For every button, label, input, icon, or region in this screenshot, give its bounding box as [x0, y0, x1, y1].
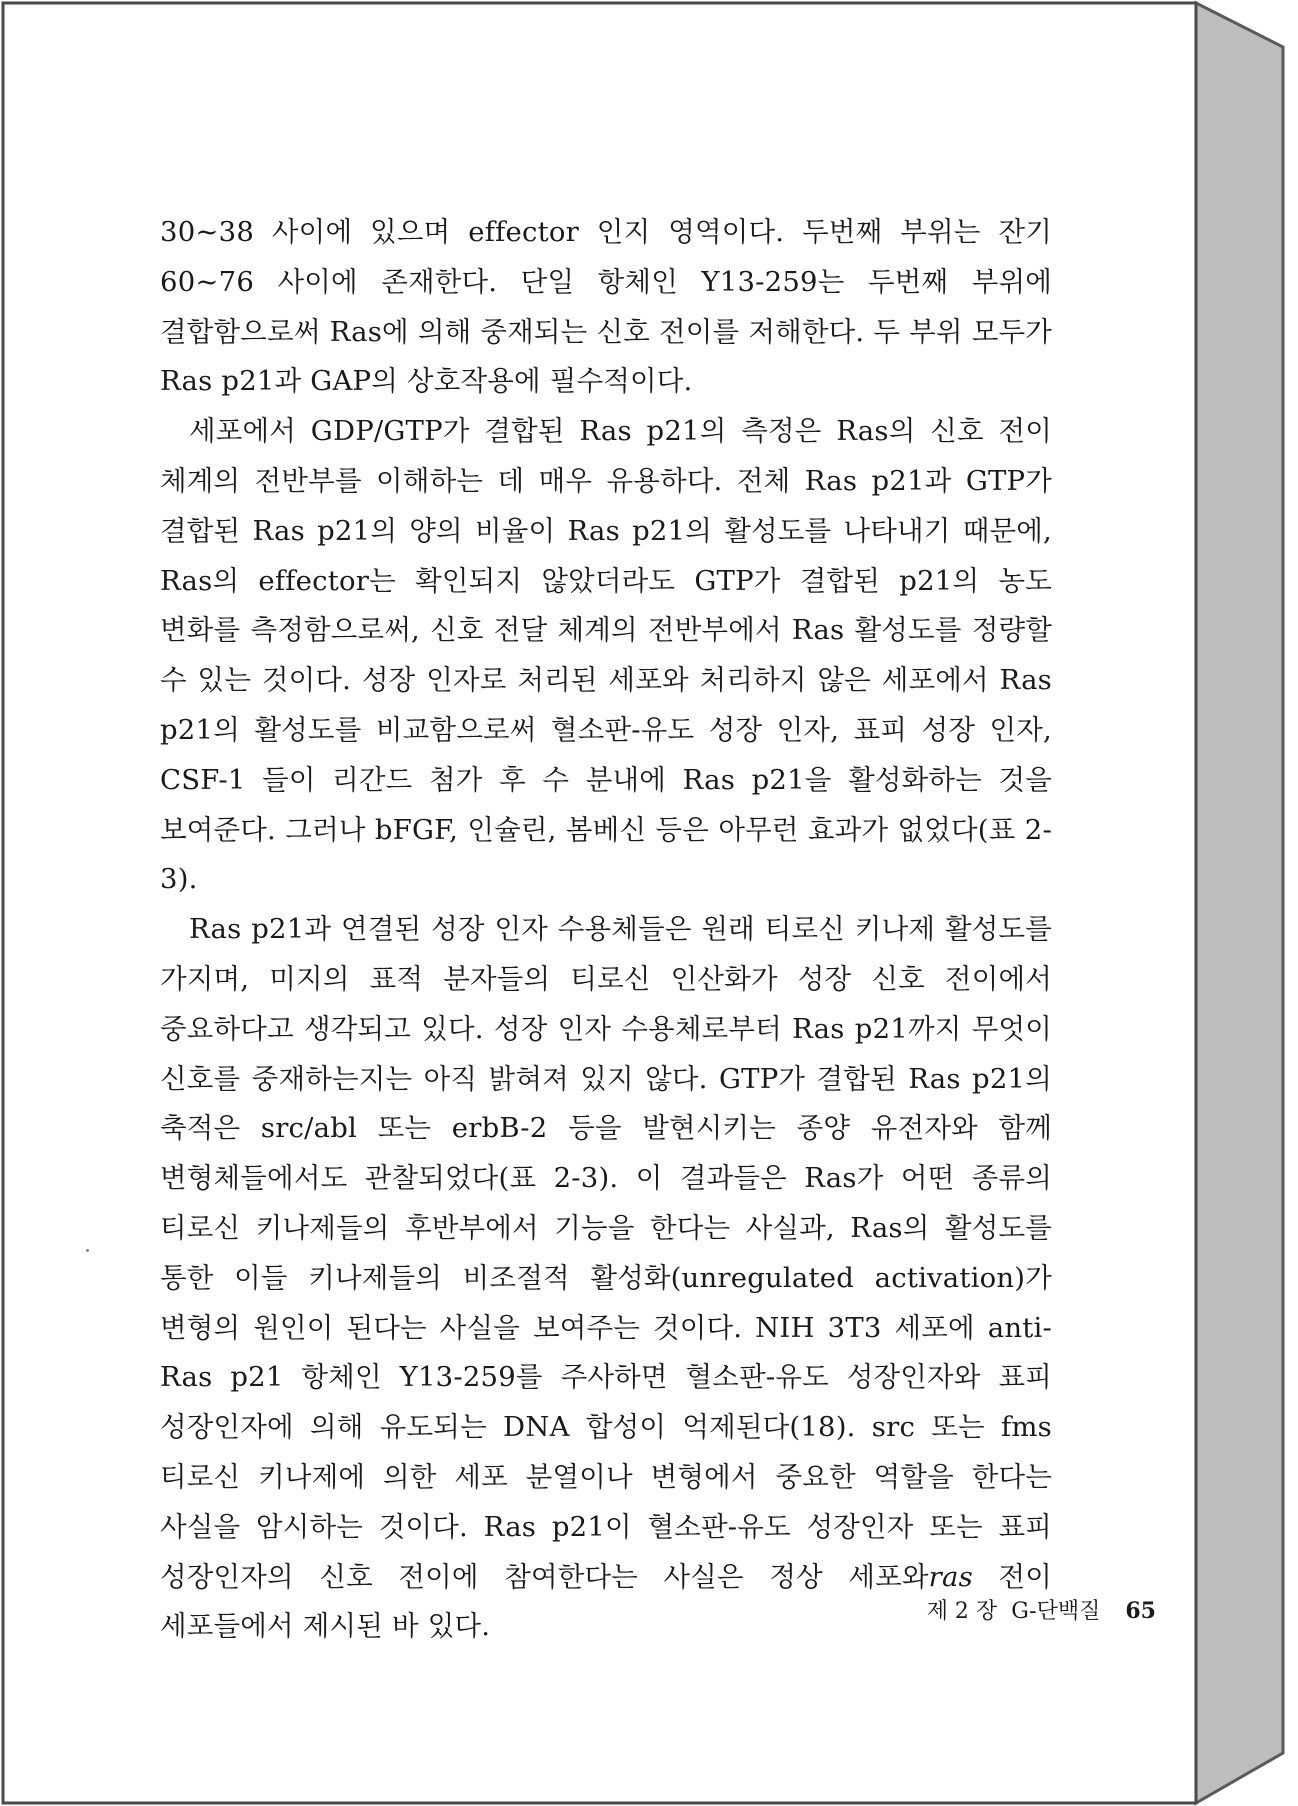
- footer-chapter: 제 2 장: [926, 1599, 998, 1624]
- scan-speck: [86, 1249, 89, 1252]
- page-body: [160, 208, 1052, 1658]
- paragraph-3: [160, 905, 1052, 1652]
- paragraph-2: 세포에서 GDP/GTP가 결합된 Ras p21의 측정은 Ras의 신호 전이 체계의 전반부를 이해하는 데 매우 유용하다. 전체 Ras p21과 GTP가 결합된 Ras p21의 양의 비율이 Ras p21의 활성도를 나타내기 때문에, Ras의 effector는 확인되지 않았더라도 GTP가 결합된 p21의 농도 변화를 측정함으로써, 신호 전달 체계의 전반부에서 Ras 활성도를 정량할 수 있는 것이다. 성장 인자로 처리된 세포와 처리하지 않은 세포에서 Ras p21의 활성도를 비교함으로써 혈소판-유도 성장 인자, 표피 성장 인자, CSF-1 들이 리간드 첨가 후 수 분내에 Ras p21을 활성화하는 것을 보여준다. 그러나 bFGF, 인슐린, 봄베신 등은 아무런 효과가 없었다(표 2-3).: [160, 415, 1052, 896]
- page-footer: [927, 1594, 1156, 1625]
- paragraph-3-ending: 전이 세포들에서 제시된 바 있다.: [160, 1560, 1052, 1643]
- paragraph-3-text: Ras p21과 연결된 성장 인자 수용체들은 원래 티로신 키나제 활성도를 가지며, 미지의 표적 분자들의 티로신 인산화가 성장 신호 전이에서 중요하다고 생각되고 있다. 성장 인자 수용체로부터 Ras p21까지 무엇이 신호를 중재하는지는 아직 밝혀져 있지 않다. GTP가 결합된 Ras p21의 축적은 src/abl 또는 erbB-2 등을 발현시키는 종양 유전자와 함께 변형체들에서도 관찰되었다(표 2-3). 이 결과들은 Ras가 어떤 종류의 티로신 키나제들의 후반부에서 기능을 한다는 사실과, Ras의 활성도를 통한 이들 키나제들의 비조절적 활성화(unregulated activation)가 변형의 원인이 된다는 사실을 보여주는 것이다. NIH 3T3 세포에 anti-Ras p21 항체인 Y13-259를 주사하면 혈소판-유도 성장인자와 표피 성장인자에 의해 유도되는 DNA 합성이 억제된다(18). src 또는 fms 티로신 키나제에 의한 세포 분열이나 변형에서 중요한 역할을 한다는 사실을 암시하는 것이다. Ras p21이 혈소판-유도 성장인자 또는 표피 성장인자의 신호 전이에 참여한다는 사실은 정상 세포와: [160, 913, 1052, 1593]
- paragraph-1: 30~38 사이에 있으며 effector 인지 영역이다. 두번째 부위는 잔기 60~76 사이에 존재한다. 단일 항체인 Y13-259는 두번째 부위에 결합함으로써 Ras에 의해 중재되는 신호 전이를 저해한다. 두 부위 모두가 Ras p21과 GAP의 상호작용에 필수적이다.: [160, 216, 1052, 398]
- footer-title: G-단백질: [1011, 1599, 1101, 1624]
- page-number: 65: [1125, 1598, 1156, 1624]
- paragraph-3-italic-term: ras: [928, 1560, 973, 1593]
